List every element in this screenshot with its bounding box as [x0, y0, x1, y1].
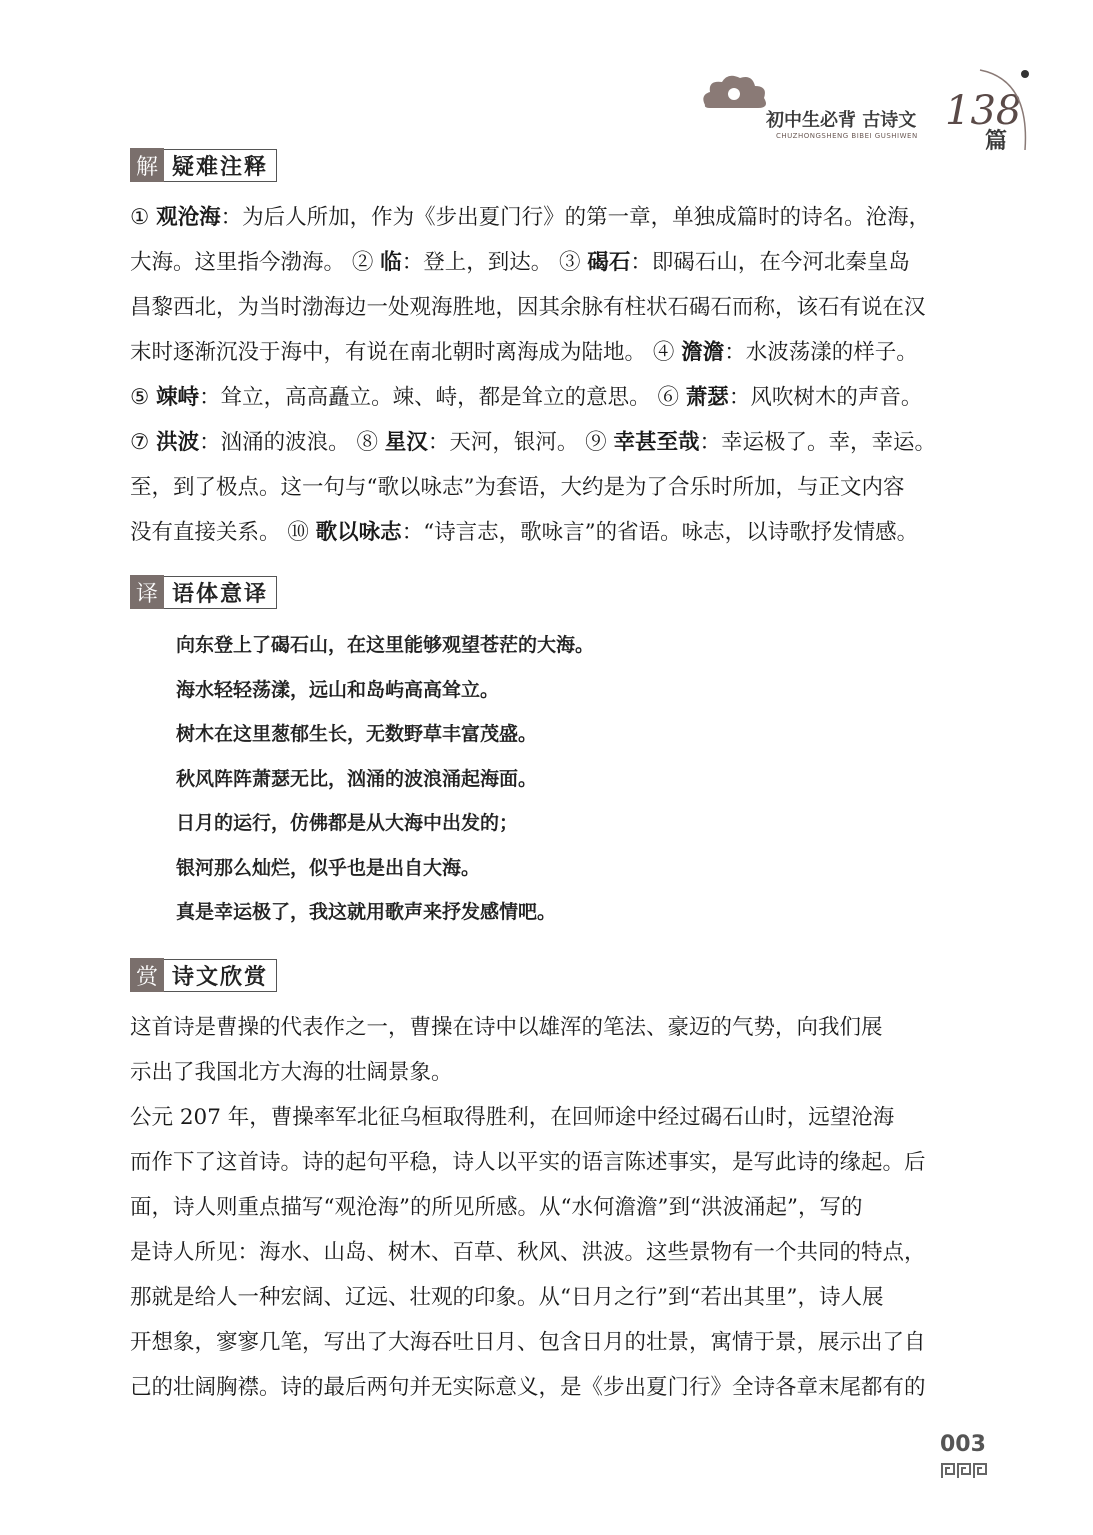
translation-heading-label: 语体意译	[164, 576, 277, 609]
notes-line	[130, 330, 990, 375]
note-text: ①	[130, 205, 157, 230]
notes-line	[130, 465, 990, 510]
note-term: 碣石	[587, 250, 631, 275]
note-text: ：为后人所加，作为《步出夏门行》的第一章，单独成篇时的诗名。沧海，	[220, 205, 931, 230]
note-text: 末时逐渐沉没于海中，有说在南北朝时离海成为陆地。 ④	[130, 340, 682, 365]
notes-paragraph	[130, 195, 990, 555]
appreciation-heading	[130, 958, 277, 992]
note-text: ：耸立，高高矗立。竦、峙，都是耸立的意思。 ⑥	[199, 385, 686, 410]
note-term: 幸甚至哉	[613, 430, 700, 455]
translation-block	[176, 623, 976, 935]
notes-badge-icon: 解	[130, 148, 164, 182]
book-subtitle: CHUZHONGSHENG BIBEI GUSHIWEN	[776, 132, 918, 140]
translation-line: 秋风阵阵萧瑟无比，汹涌的波浪涌起海面。	[176, 767, 538, 790]
book-count: 138	[945, 88, 1022, 134]
note-text: 至，到了极点。这一句与“歌以咏志”为套语，大约是为了合乐时所加，与正文内容	[130, 475, 905, 500]
translation-line: 银河那么灿烂，似乎也是出自大海。	[176, 856, 481, 879]
appreciation-line: 己的壮阔胸襟。诗的最后两句并无实际意义，是《步出夏门行》全诗各章末尾都有的	[130, 1375, 926, 1400]
note-text: 没有直接关系。 ⑩	[130, 520, 316, 545]
appreciation-line: 那就是给人一种宏阔、辽远、壮观的印象。从“日月之行”到“若出其里”，诗人展	[130, 1285, 884, 1310]
appreciation-heading-label: 诗文欣赏	[164, 959, 277, 992]
note-term: 观沧海	[156, 205, 221, 230]
translation-badge-icon: 译	[130, 575, 164, 609]
notes-line	[130, 420, 990, 465]
note-term: 竦峙	[156, 385, 200, 410]
note-text: ：水波荡漾的样子。	[724, 340, 918, 365]
translation-line: 树木在这里葱郁生长，无数野草丰富茂盛。	[176, 723, 538, 745]
notes-line	[130, 285, 990, 330]
notes-heading-label: 疑难注释	[164, 149, 277, 182]
page-header	[700, 40, 1093, 154]
note-text: ：“诗言志，歌咏言”的省语。咏志，以诗歌抒发情感。	[401, 520, 919, 545]
note-text: ：幸运极了。幸，幸运。	[699, 430, 937, 455]
note-term: 萧瑟	[685, 385, 729, 410]
note-text: 昌黎西北，为当时渤海边一处观海胜地，因其余脉有柱状石碣石而称，该石有说在汉	[130, 295, 926, 320]
translation-line: 向东登上了碣石山，在这里能够观望苍茫的大海。	[176, 634, 595, 656]
appreciation-paragraph	[130, 1005, 990, 1410]
note-text: ：汹涌的波浪。 ⑧	[199, 430, 385, 455]
appreciation-line: 这首诗是曹操的代表作之一，曹操在诗中以雄浑的笔法、豪迈的气势，向我们展	[130, 1015, 883, 1040]
translation-line: 真是幸运极了，我这就用歌声来抒发感情吧。	[176, 901, 557, 923]
note-term: 歌以咏志	[315, 520, 402, 545]
note-text: 大海。这里指今渤海。 ②	[130, 250, 381, 275]
cloud-ornament-icon	[700, 70, 770, 115]
appreciation-line: 开想象，寥寥几笔，写出了大海吞吐日月、包含日月的壮景，寓情于景，展示出了自	[130, 1330, 926, 1355]
book-title: 初中生必背 古诗文	[766, 110, 917, 131]
appreciation-line: 示出了我国北方大海的壮阔景象。	[130, 1060, 453, 1085]
notes-line	[130, 195, 990, 240]
notes-heading	[130, 148, 277, 182]
note-text: ⑤	[130, 385, 157, 410]
note-term: 临	[380, 250, 402, 275]
note-term: 澹澹	[681, 340, 725, 365]
appreciation-badge-icon: 赏	[130, 958, 164, 992]
translation-heading	[130, 575, 277, 609]
note-text: ：天河，银河。 ⑨	[427, 430, 614, 455]
fret-ornament-icon	[940, 1462, 988, 1480]
notes-line	[130, 375, 990, 420]
appreciation-line: 是诗人所见：海水、山岛、树木、百草、秋风、洪波。这些景物有一个共同的特点，	[130, 1240, 926, 1265]
appreciation-line: 而作下了这首诗。诗的起句平稳，诗人以平实的语言陈述事实，是写此诗的缘起。后	[130, 1150, 926, 1175]
notes-line	[130, 510, 990, 555]
translation-line: 海水轻轻荡漾，远山和岛屿高高耸立。	[176, 678, 500, 701]
note-term: 星汉	[384, 430, 428, 455]
appreciation-line: 面，诗人则重点描写“观沧海”的所见所感。从“水何澹澹”到“洪波涌起”，写的	[130, 1195, 863, 1220]
header-arc-icon	[970, 60, 1040, 170]
notes-line	[130, 240, 990, 285]
note-text: ：登上，到达。 ③	[401, 250, 588, 275]
appreciation-line: 公元 207 年，曹操率军北征乌桓取得胜利，在回师途中经过碣石山时，远望沧海	[130, 1105, 895, 1130]
note-text: ⑦	[130, 430, 157, 455]
note-term: 洪波	[156, 430, 200, 455]
page-number: 003	[940, 1432, 986, 1457]
book-count-unit: 篇	[985, 129, 1008, 154]
note-text: ：风吹树木的声音。	[728, 385, 923, 410]
translation-line: 日月的运行，仿佛都是从大海中出发的；	[176, 812, 519, 834]
note-text: ：即碣石山，在今河北秦皇岛	[630, 250, 910, 275]
